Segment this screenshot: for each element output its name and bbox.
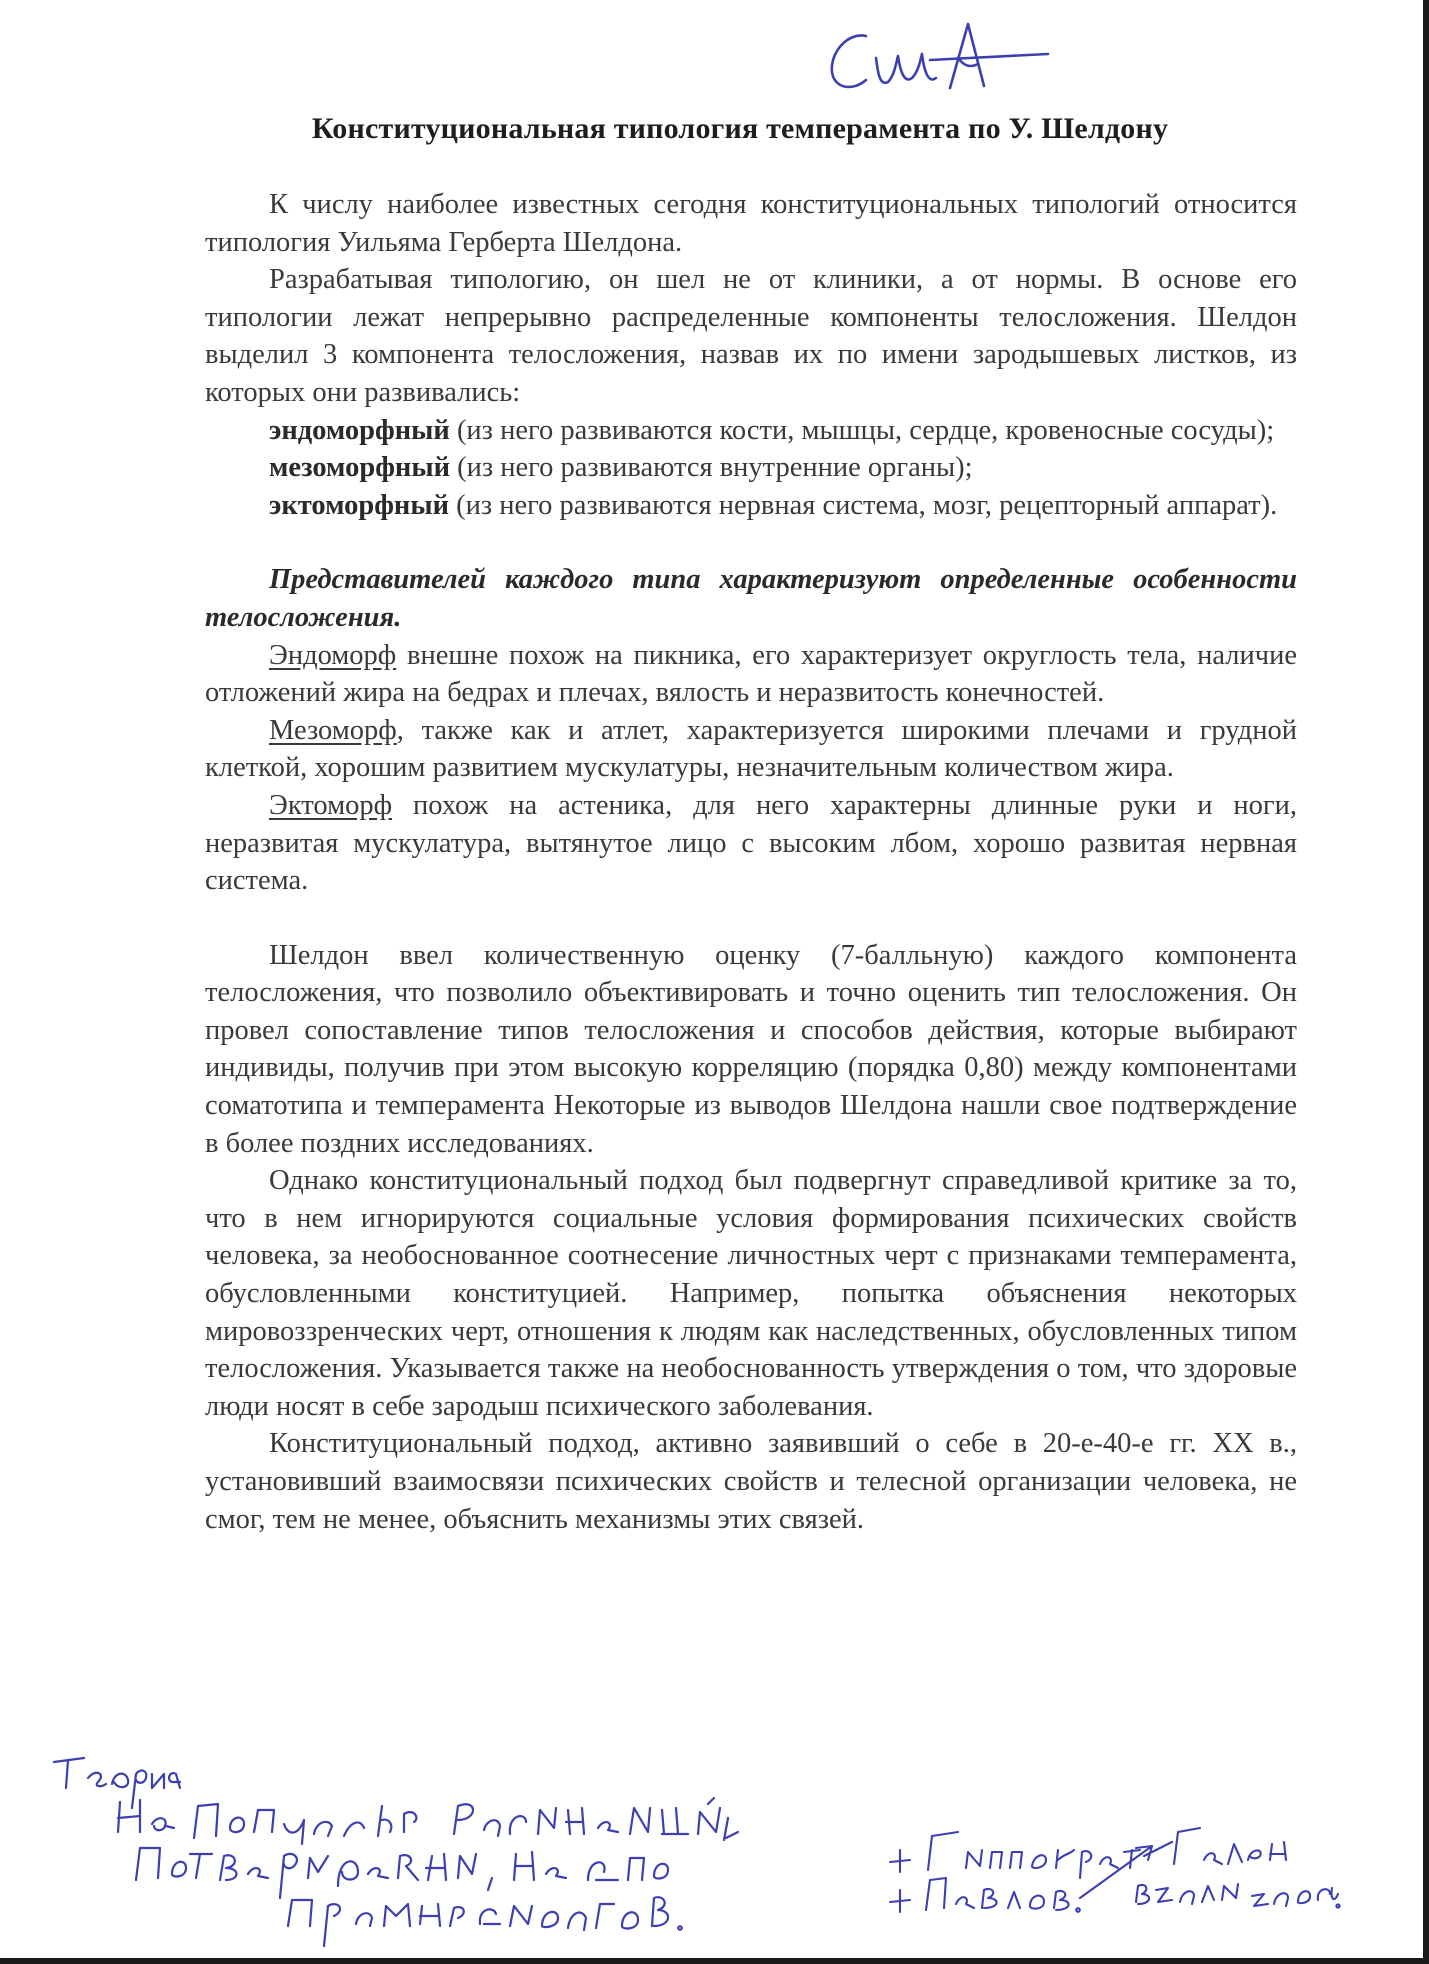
endomorph-text: внешне похож на пикника, его характеризует округлость тела, наличие отложений жира на бедрах и плечах, вялость и неразвитость конечностей.	[205, 639, 1297, 709]
scan-edge-bottom	[0, 1958, 1429, 1964]
mesomorphic-item	[205, 449, 1297, 487]
sheldon-paragraph: Шелдон ввел количественную оценку (7-балльную) каждого компонента телосложения, что позволило объективировать и точно оценить тип телосложения. Он провел сопоставление типов телосложения и способов действия, которые выбирают индивиды, получив при этом высокую корреляцию (порядка 0,80) между компонентами соматотипа и темперамента Некоторые из выводов Шелдона нашли свое подтверждение в более поздних исследованиях.	[205, 939, 1297, 1159]
mesomorphic-term: мезоморфный	[269, 452, 451, 484]
ectomorphic-description: (из него развиваются нервная система, мозг, рецепторный аппарат).	[449, 489, 1278, 521]
critique-paragraph: Однако конституциональный подход был подвергнут справедливой критике за то, что в нем игнорируются социальные условия формирования психических свойств человека, за необоснованное соотнесение личностных черт с признаками темперамента, обусловленными конституцией. Например, попытка объяснения некоторых мировоззренческих черт, отношения к людям как наследственных, обусловленных типом телосложения. Указывается также на необоснованность утверждения о том, что здоровые люди носят в себе зародыш психического заболевания.	[205, 1165, 1297, 1422]
endomorphic-description: (из него развиваются кости, мышцы, сердце, кровеносные сосуды);	[449, 414, 1275, 446]
endomorphic-term: эндоморфный	[269, 414, 450, 446]
page-title: Конституциональная типология темперамента по У. Шелдону	[311, 112, 1169, 145]
ectomorph-paragraph	[205, 787, 1297, 900]
handwritten-note-left	[48, 1748, 848, 1958]
mesomorph-text: , также как и атлет, характеризуется широкими плечами и грудной клеткой, хорошим развитием мускулатуры, незначительным количеством жира.	[205, 714, 1297, 784]
ectomorph-text: похож на астеника, для него характерны длинные руки и ноги, неразвитая мускулатура, вытянутое лицо с высоким лбом, хорошо развитая нервная система.	[205, 789, 1297, 897]
section-heading: Представителей каждого типа характеризуют определенные особенности телосложения.	[205, 564, 1297, 633]
endomorph-word: Эндоморф	[269, 639, 397, 671]
conclusion-paragraph: Конституциональный подход, активно заявивший о себе в 20-е-40-е гг. XX в., установивший взаимосвязи психических свойств и телесной организации человека, не смог, тем не менее, объяснить механизмы этих связей.	[205, 1428, 1297, 1535]
document-body	[205, 186, 1297, 1538]
handwritten-signature	[818, 14, 1058, 104]
mesomorphic-description: (из него развиваются внутренние органы);	[450, 452, 973, 484]
ectomorphic-term: эктоморфный	[269, 489, 450, 521]
ectomorph-word: Эктоморф	[269, 789, 393, 821]
endomorphic-item	[205, 412, 1297, 450]
spacer	[205, 524, 1297, 561]
handwritten-note-right	[882, 1798, 1342, 1928]
endomorph-paragraph	[205, 637, 1297, 712]
intro-paragraph: К числу наиболее известных сегодня конституциональных типологий относится типология Уильяма Герберта Шелдона.	[205, 189, 1297, 258]
spacer	[205, 900, 1297, 937]
scan-edge-right	[1423, 0, 1429, 1964]
mesomorph-paragraph	[205, 712, 1297, 787]
components-paragraph: Разрабатывая типологию, он шел не от клиники, а от нормы. В основе его типологии лежат непрерывно распределенные компоненты телосложения. Шелдон выделил 3 компонента телосложения, назвав их по имени зародышевых листков, из которых они развивались:	[205, 264, 1297, 408]
mesomorph-word: Мезоморф	[269, 714, 397, 746]
ectomorphic-item	[205, 487, 1297, 525]
